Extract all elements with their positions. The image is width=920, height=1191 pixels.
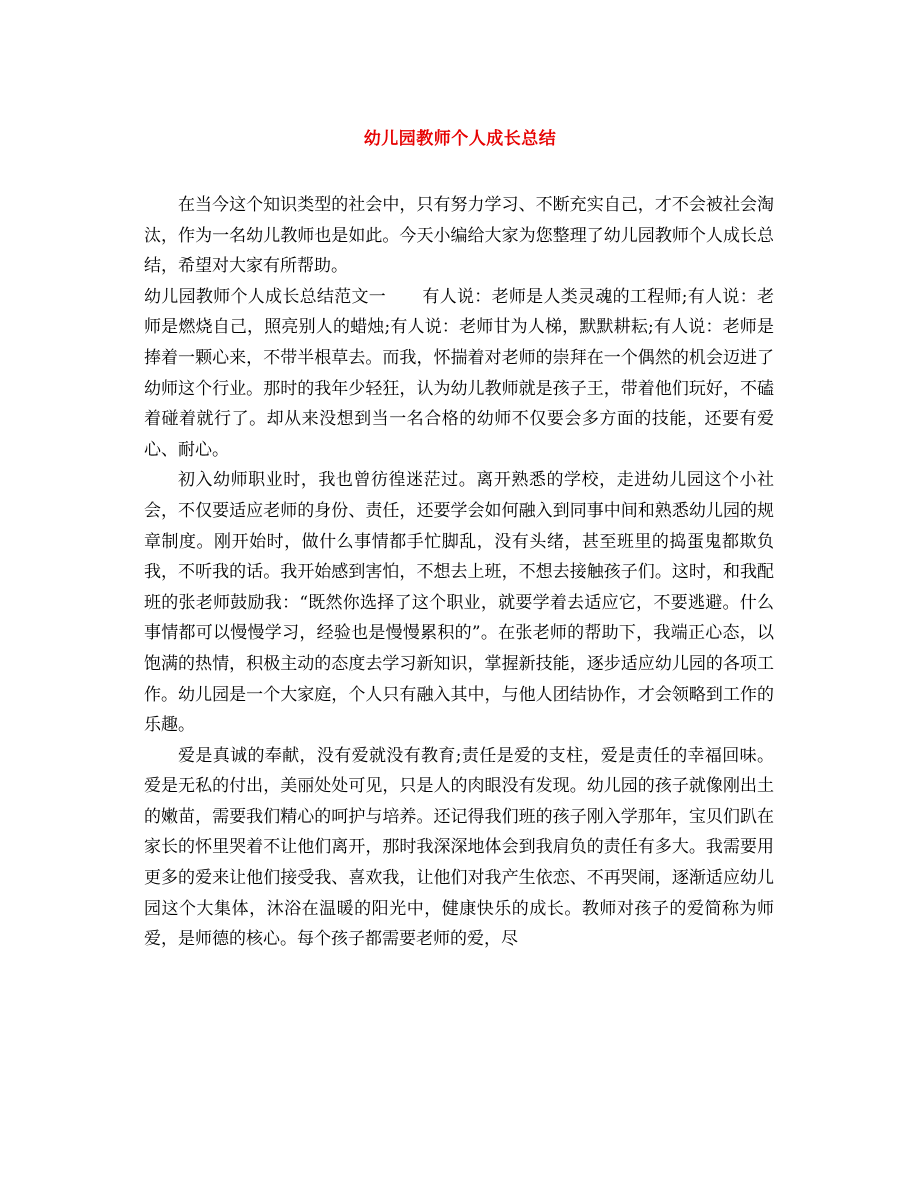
paragraph-1-text: 有人说：老师是人类灵魂的工程师;有人说：老师是燃烧自己，照亮别人的蜡烛;有人说：老师甘为人梯，默默耕耘;有人说：老师是捧着一颗心来，不带半根草去。而我，怀揣着对老师的崇拜在一个偶然的机会迈进了幼师这个行业。那时的我年少轻狂，认为幼儿教师就是孩子王，带着他们玩好，不磕着碰着就行了。却从来没想到当一名合格的幼师不仅要会多方面的技能，还要有爱心、耐心。 <box>144 286 774 460</box>
document-title: 幼儿园教师个人成长总结 <box>363 129 557 149</box>
section-paragraph-1 <box>144 282 774 466</box>
section-heading: 幼儿园教师个人成长总结范文一 <box>144 286 387 307</box>
paragraph-3: 爱是真诚的奉献，没有爱就没有教育;责任是爱的支柱，爱是责任的幸福回味。爱是无私的付出，美丽处处可见，只是人的肉眼没有发现。幼儿园的孩子就像刚出土的嫩苗，需要我们精心的呵护与培养。还记得我们班的孩子刚入学那年，宝贝们趴在家长的怀里哭着不让他们离开，那时我深深地体会到我肩负的责任有多大。我需要用更多的爱来让他们接受我、喜欢我，让他们对我产生依恋、不再哭闹，逐渐适应幼儿园这个大集体，沐浴在温暖的阳光中，健康快乐的成长。教师对孩子的爱简称为师爱，是师德的核心。每个孩子都需要老师的爱，尽 <box>144 745 774 950</box>
paragraph-2: 初入幼师职业时，我也曾彷徨迷茫过。离开熟悉的学校，走进幼儿园这个小社会，不仅要适应老师的身份、责任，还要学会如何融入到同事中间和熟悉幼儿园的规章制度。刚开始时，做什么事情都手忙脚乱，没有头绪，甚至班里的捣蛋鬼都欺负我，不听我的话。我开始感到害怕，不想去上班，不想去接触孩子们。这时，和我配班的张老师鼓励我：“既然你选择了这个职业，就要学着去适应它，不要逃避。什么事情都可以慢慢学习，经验也是慢慢累积的”。在张老师的帮助下，我端正心态，以饱满的热情，积极主动的态度去学习新知识，掌握新技能，逐步适应幼儿园的各项工作。幼儿园是一个大家庭，个人只有融入其中，与他人团结协作，才会领略到工作的乐趣。 <box>144 470 774 736</box>
intro-paragraph: 在当今这个知识类型的社会中，只有努力学习、不断充实自己，才不会被社会淘汰，作为一名幼儿教师也是如此。今天小编给大家为您整理了幼儿园教师个人成长总结，希望对大家有所帮助。 <box>144 195 774 277</box>
document-body <box>144 190 774 955</box>
